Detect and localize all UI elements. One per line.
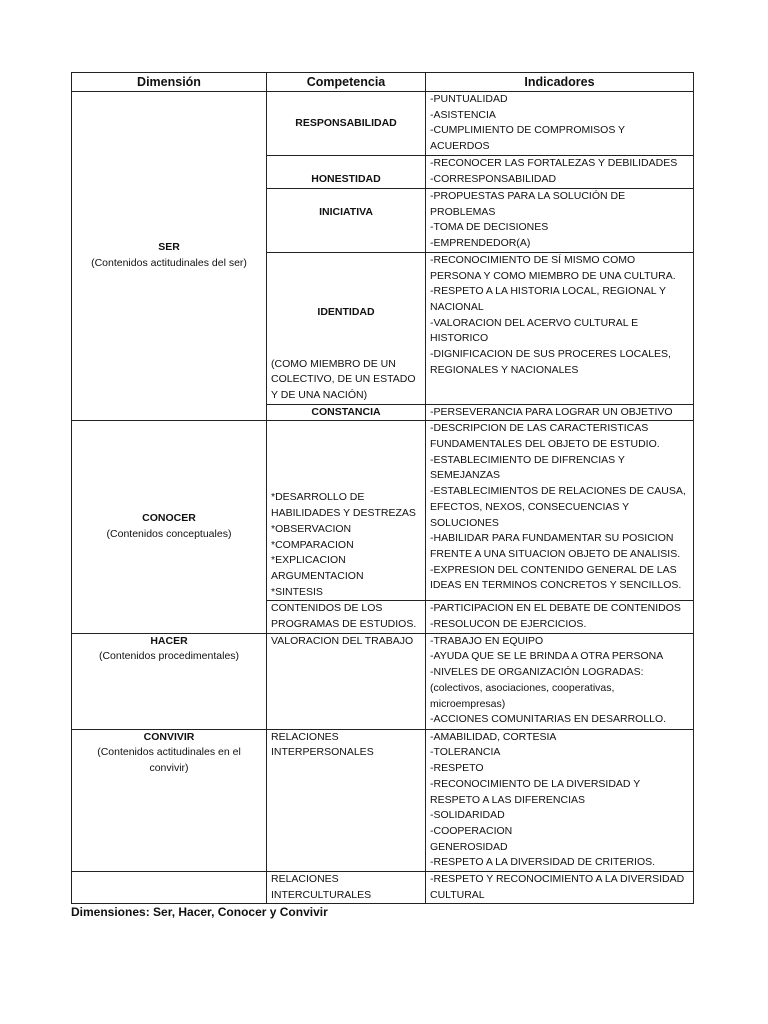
competence-responsabilidad-label: RESPONSABILIDAD	[295, 116, 397, 129]
competency-table	[71, 72, 694, 904]
indicator: -AMABILIDAD, CORTESIA	[430, 730, 557, 743]
competence-line: RELACIONES	[271, 873, 339, 886]
dimension-ser	[72, 92, 267, 421]
competence-line: *SINTESIS	[271, 585, 323, 598]
indicator: -TOMA DE DECISIONES	[430, 221, 549, 234]
indicator: RESPETO A LAS DIFERENCIAS	[430, 793, 586, 806]
indicator: -NIVELES DE ORGANIZACIÓN LOGRADAS:	[430, 666, 644, 679]
header-dimension: Dimensión	[72, 73, 267, 92]
row-responsabilidad	[72, 92, 694, 156]
indicator: -RECONOCIMIENTO DE SÍ MISMO COMO	[430, 253, 636, 266]
indicator: FRENTE A UNA SITUACION OBJETO DE ANALISIS.	[430, 547, 681, 560]
indicator: -TRABAJO EN EQUIPO	[430, 634, 544, 647]
competence-line: *OBSERVACION	[271, 522, 352, 535]
indicator: -RECONOCER LAS FORTALEZAS Y DEBILIDADES	[430, 157, 678, 169]
indicator: -EXPRESION DEL CONTENIDO GENERAL DE LAS	[430, 563, 677, 576]
indicator: REGIONALES Y NACIONALES	[430, 363, 579, 376]
indicators-habilidades	[426, 421, 694, 601]
indicators-constancia	[426, 404, 694, 421]
dimension-hacer-name: HACER	[150, 634, 188, 647]
competence-valoracion: VALORACION DEL TRABAJO	[267, 633, 426, 729]
dimension-convivir-sub: convivir)	[149, 762, 189, 775]
competence-honestidad	[267, 156, 426, 189]
indicators-interculturales	[426, 872, 694, 904]
competence-interculturales	[267, 872, 426, 904]
indicator: PERSONA Y COMO MIEMBRO DE UNA CULTURA.	[430, 269, 676, 282]
indicator: NACIONAL	[430, 300, 484, 313]
competence-line: ARGUMENTACION	[271, 569, 364, 582]
indicator: SOLUCIONES	[430, 516, 499, 529]
row-convivir	[72, 729, 694, 871]
indicator: -SOLIDARIDAD	[430, 809, 505, 822]
indicator: -RESPETO A LA HISTORIA LOCAL, REGIONAL Y	[430, 285, 666, 298]
indicator: -EMPRENDEDOR(A)	[430, 237, 531, 250]
indicator: -ACCIONES COMUNITARIAS EN DESARROLLO.	[430, 713, 667, 726]
header-indicators: Indicadores	[426, 73, 694, 92]
competence-interpersonales	[267, 729, 426, 871]
indicator: -ESTABLECIMIENTO DE DIFRENCIAS Y	[430, 453, 625, 466]
competence-habilidades	[267, 421, 426, 601]
dimension-conocer-sub: (Contenidos conceptuales)	[106, 528, 232, 541]
header-competence: Competencia	[267, 73, 426, 92]
row-interculturales	[72, 872, 694, 904]
identidad-note	[271, 357, 421, 404]
indicators-interpersonales	[426, 729, 694, 871]
header-row	[72, 73, 694, 92]
competence-responsabilidad	[267, 92, 426, 156]
indicator: -TOLERANCIA	[430, 746, 501, 759]
competence-line: PROGRAMAS DE ESTUDIOS.	[271, 618, 417, 631]
dimension-convivir-name: CONVIVIR	[143, 730, 195, 743]
indicator: ACUERDOS	[430, 140, 490, 153]
indicators-hacer	[426, 633, 694, 729]
indicator: IDEAS EN TERMINOS CONCRETOS Y SENCILLOS.	[430, 579, 682, 592]
indicator: -ASISTENCIA	[430, 108, 496, 121]
indicator: EFECTOS, NEXOS, CONSECUENCIAS Y	[430, 500, 630, 513]
competence-line: INTERCULTURALES	[271, 888, 372, 901]
indicator: -RESPETO A LA DIVERSIDAD DE CRITERIOS.	[430, 856, 656, 869]
indicator: -RESPETO	[430, 762, 484, 775]
competence-line: *COMPARACION	[271, 538, 354, 551]
competence-line: HABILIDADES Y DESTREZAS	[271, 507, 416, 520]
indicator: -DIGNIFICACION DE SUS PROCERES LOCALES,	[430, 348, 671, 361]
indicators-iniciativa	[426, 189, 694, 253]
indicators-honestidad	[426, 156, 694, 189]
indicator: -HABILIDAR PARA FUNDAMENTAR SU POSICION	[430, 532, 674, 545]
note-line: COLECTIVO, DE UN ESTADO	[271, 373, 416, 386]
indicator: SEMEJANZAS	[430, 469, 501, 482]
competence-line: RELACIONES	[271, 730, 339, 743]
dimension-hacer	[72, 633, 267, 729]
competence-iniciativa	[267, 189, 426, 253]
note-line: (COMO MIEMBRO DE UN	[271, 357, 396, 370]
indicator: CULTURAL	[430, 888, 485, 901]
competence-line: *DESARROLLO DE	[271, 491, 365, 504]
indicator: -VALORACION DEL ACERVO CULTURAL E	[430, 316, 639, 329]
row-habilidades	[72, 421, 694, 601]
indicator: -ESTABLECIMIENTOS DE RELACIONES DE CAUSA,	[430, 485, 686, 498]
indicator: GENEROSIDAD	[430, 840, 508, 853]
indicator: -COOPERACION	[430, 824, 513, 837]
dimension-conocer-name: CONOCER	[142, 512, 196, 525]
indicators-contenidos	[426, 601, 694, 633]
competence-identidad-label: IDENTIDAD	[317, 305, 375, 318]
indicator: -CORRESPONSABILIDAD	[430, 172, 557, 185]
indicator: microempresas)	[430, 697, 506, 710]
indicators-identidad	[426, 252, 694, 404]
dimension-hacer-sub: (Contenidos procedimentales)	[98, 650, 240, 663]
indicator: FUNDAMENTALES DEL OBJETO DE ESTUDIO.	[430, 438, 660, 451]
indicator: -AYUDA QUE SE LE BRINDA A OTRA PERSONA	[430, 650, 664, 663]
indicators-responsabilidad	[426, 92, 694, 156]
indicator: -RECONOCIMIENTO DE LA DIVERSIDAD Y	[430, 777, 641, 790]
document	[71, 72, 693, 920]
dimension-ser-sub: (Contenidos actitudinales del ser)	[91, 257, 247, 270]
table-caption: Dimensiones: Ser, Hacer, Conocer y Convivir	[71, 905, 328, 920]
indicator: HISTORICO	[430, 332, 489, 345]
competence-line: *EXPLICACION	[271, 554, 346, 567]
dimension-empty	[72, 872, 267, 904]
competence-iniciativa-label: INICIATIVA	[319, 206, 373, 218]
dimension-conocer	[72, 421, 267, 633]
indicator: -PROPUESTAS PARA LA SOLUCIÓN DE	[430, 190, 626, 202]
indicator: -DESCRIPCION DE LAS CARACTERISTICAS	[430, 422, 649, 435]
competence-line: CONTENIDOS DE LOS	[271, 602, 383, 615]
dimension-ser-name: SER	[158, 241, 180, 254]
competence-contenidos	[267, 601, 426, 633]
indicator: -CUMPLIMIENTO DE COMPROMISOS Y	[430, 124, 626, 137]
indicator: -RESOLUCON DE EJERCICIOS.	[430, 618, 587, 631]
competence-identidad	[267, 252, 426, 404]
indicator: -PUNTUALIDAD	[430, 93, 508, 105]
row-hacer	[72, 633, 694, 729]
competence-line: INTERPERSONALES	[271, 746, 374, 759]
indicator: PROBLEMAS	[430, 205, 496, 218]
note-line: Y DE UNA NACIÓN)	[271, 388, 368, 401]
competence-constancia-label: CONSTANCIA	[311, 405, 381, 418]
indicator: (colectivos, asociaciones, cooperativas,	[430, 681, 615, 694]
competence-honestidad-label: HONESTIDAD	[311, 173, 381, 186]
indicator: -RESPETO Y RECONOCIMIENTO A LA DIVERSIDAD	[430, 873, 685, 886]
indicator: -PARTICIPACION EN EL DEBATE DE CONTENIDOS	[430, 602, 681, 615]
dimension-convivir	[72, 729, 267, 871]
indicator: -PERSEVERANCIA PARA LOGRAR UN OBJETIVO	[430, 405, 673, 418]
dimension-convivir-sub: (Contenidos actitudinales en el	[97, 746, 241, 759]
competence-constancia	[267, 404, 426, 421]
